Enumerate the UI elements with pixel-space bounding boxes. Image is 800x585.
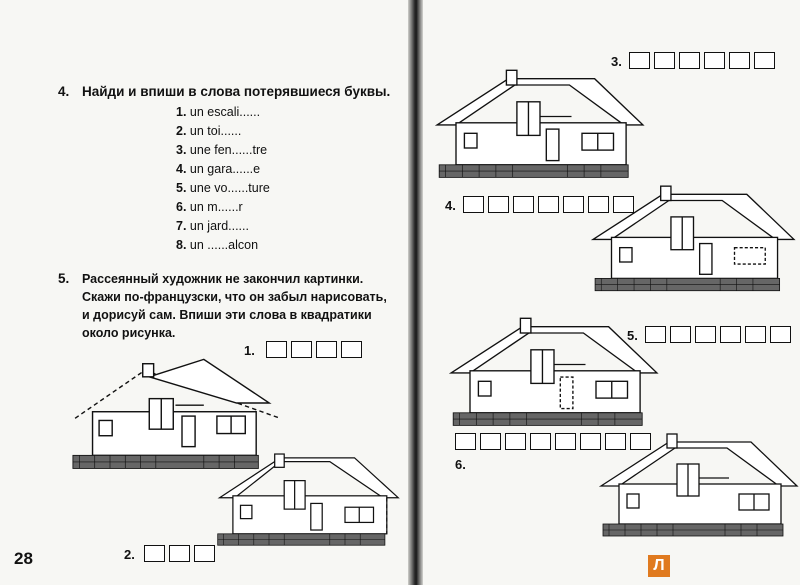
house-drawing-5 <box>449 316 659 434</box>
answer-boxes-3[interactable] <box>629 52 775 69</box>
word-item-8: 8. un ......alcon <box>176 238 259 252</box>
answer-label-4: 4. <box>445 198 456 213</box>
answer-boxes-5[interactable] <box>645 326 791 343</box>
answer-boxes-2[interactable] <box>144 545 215 562</box>
publisher-logo: Л <box>648 555 670 577</box>
word-item-3: 3. une fen......tre <box>176 143 268 157</box>
word-item-4: 4. un gara......e <box>176 162 261 176</box>
task-4-number: 4. <box>58 84 70 99</box>
answer-label-1: 1. <box>244 343 255 358</box>
word-item-2: 2. un toi...... <box>176 124 242 138</box>
word-item-6: 6. un m......r <box>176 200 243 214</box>
house-drawing-3 <box>435 68 645 186</box>
answer-label-3: 3. <box>611 54 622 69</box>
task-4-title: Найди и впиши в слова потерявшиеся буквы. <box>82 84 391 99</box>
word-item-7: 7. un jard...... <box>176 219 249 233</box>
house-drawing-6 <box>599 432 799 544</box>
task-5-text: Рассеянный художник не закончил картинки. Скажи по-французски, что он забыл нарисовать, и дорисуй сам. Впиши эти слова в квадратики около рисунка. <box>82 272 387 340</box>
house-drawing-4 <box>591 184 796 299</box>
answer-label-2: 2. <box>124 547 135 562</box>
word-item-5: 5. une vo......ture <box>176 181 270 195</box>
right-page <box>423 0 800 585</box>
house-drawing-2 <box>212 452 402 552</box>
task-5-number: 5. <box>58 271 70 286</box>
answer-label-5: 5. <box>627 328 638 343</box>
book-spine <box>408 0 423 585</box>
word-item-1: 1. un escali...... <box>176 105 261 119</box>
page-number: 28 <box>14 549 33 568</box>
answer-label-6: 6. <box>455 457 466 472</box>
